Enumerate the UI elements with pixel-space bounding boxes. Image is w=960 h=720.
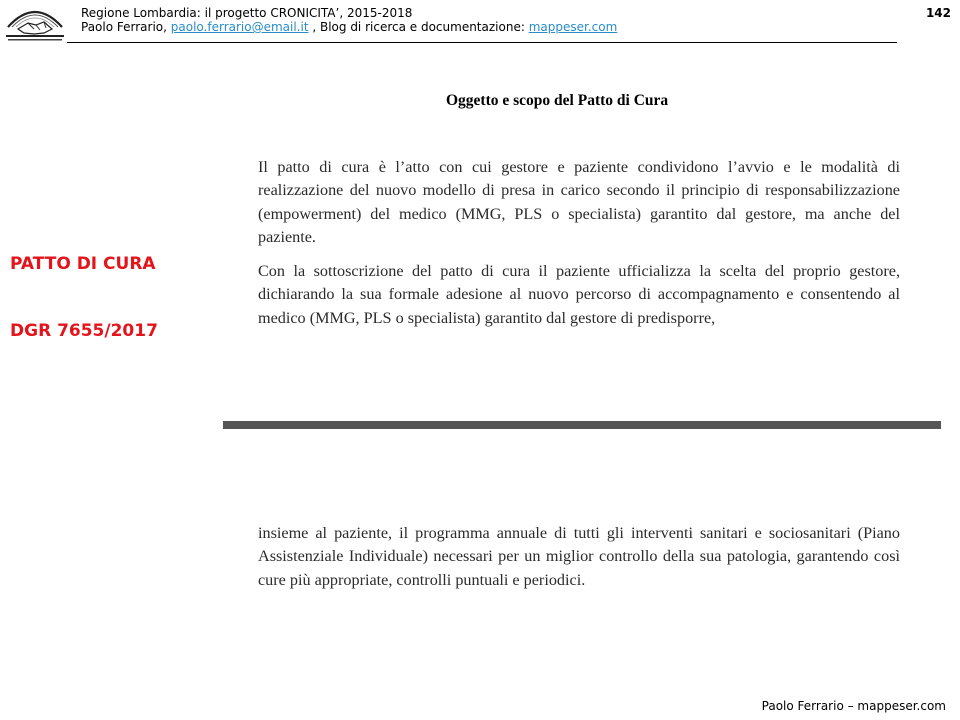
side-label-dgr: DGR 7655/2017 [10, 321, 158, 341]
slide-header [81, 6, 617, 34]
header-title: Regione Lombardia: il progetto CRONICITA’, 2015-2018 [81, 6, 413, 20]
document-title: Oggetto e scopo del Patto di Cura [446, 92, 669, 109]
document-paragraph-1: Il patto di cura è l’atto con cui gestore e paziente condividono l’avvio e le modalità di realizzazione del nuovo modello di presa in carico secondo il principio di responsabilizzazione (empowerment) del medico (MMG, PLS o specialista) garantito dal gestore, ma anche del paziente. [258, 158, 900, 246]
document-paragraph-3: insieme al paziente, il programma annuale di tutti gli interventi sanitari e sociosanitari (Piano Assistenziale Individuale) necessari per un miglior controllo della sua patologia, garantendo così cure più appropriate, controlli puntuali e periodici. [258, 524, 900, 589]
page-number: 142 [925, 6, 951, 20]
document-paragraph-2: Con la sottoscrizione del patto di cura il paziente ufficializza la scelta del proprio gestore, dichiarando la sua formale adesione al nuovo percorso di accompagnamento e consentendo al medico (MMG, PLS o specialista) garantito dal gestore di predisporre, [258, 262, 900, 327]
section-divider [223, 421, 941, 429]
blog-link[interactable]: mappeser.com [528, 20, 618, 34]
header-blog-text: , Blog di ricerca e documentazione: [308, 20, 529, 34]
header-divider [67, 42, 897, 43]
email-link[interactable]: paolo.ferrario@email.it [170, 20, 309, 34]
header-author: Paolo Ferrario, [81, 20, 171, 34]
header-author-line [81, 20, 617, 34]
handshake-logo-icon [4, 3, 66, 43]
footer-credit: Paolo Ferrario – mappeser.com [761, 699, 946, 713]
side-label-patto-di-cura: PATTO DI CURA [10, 254, 156, 274]
